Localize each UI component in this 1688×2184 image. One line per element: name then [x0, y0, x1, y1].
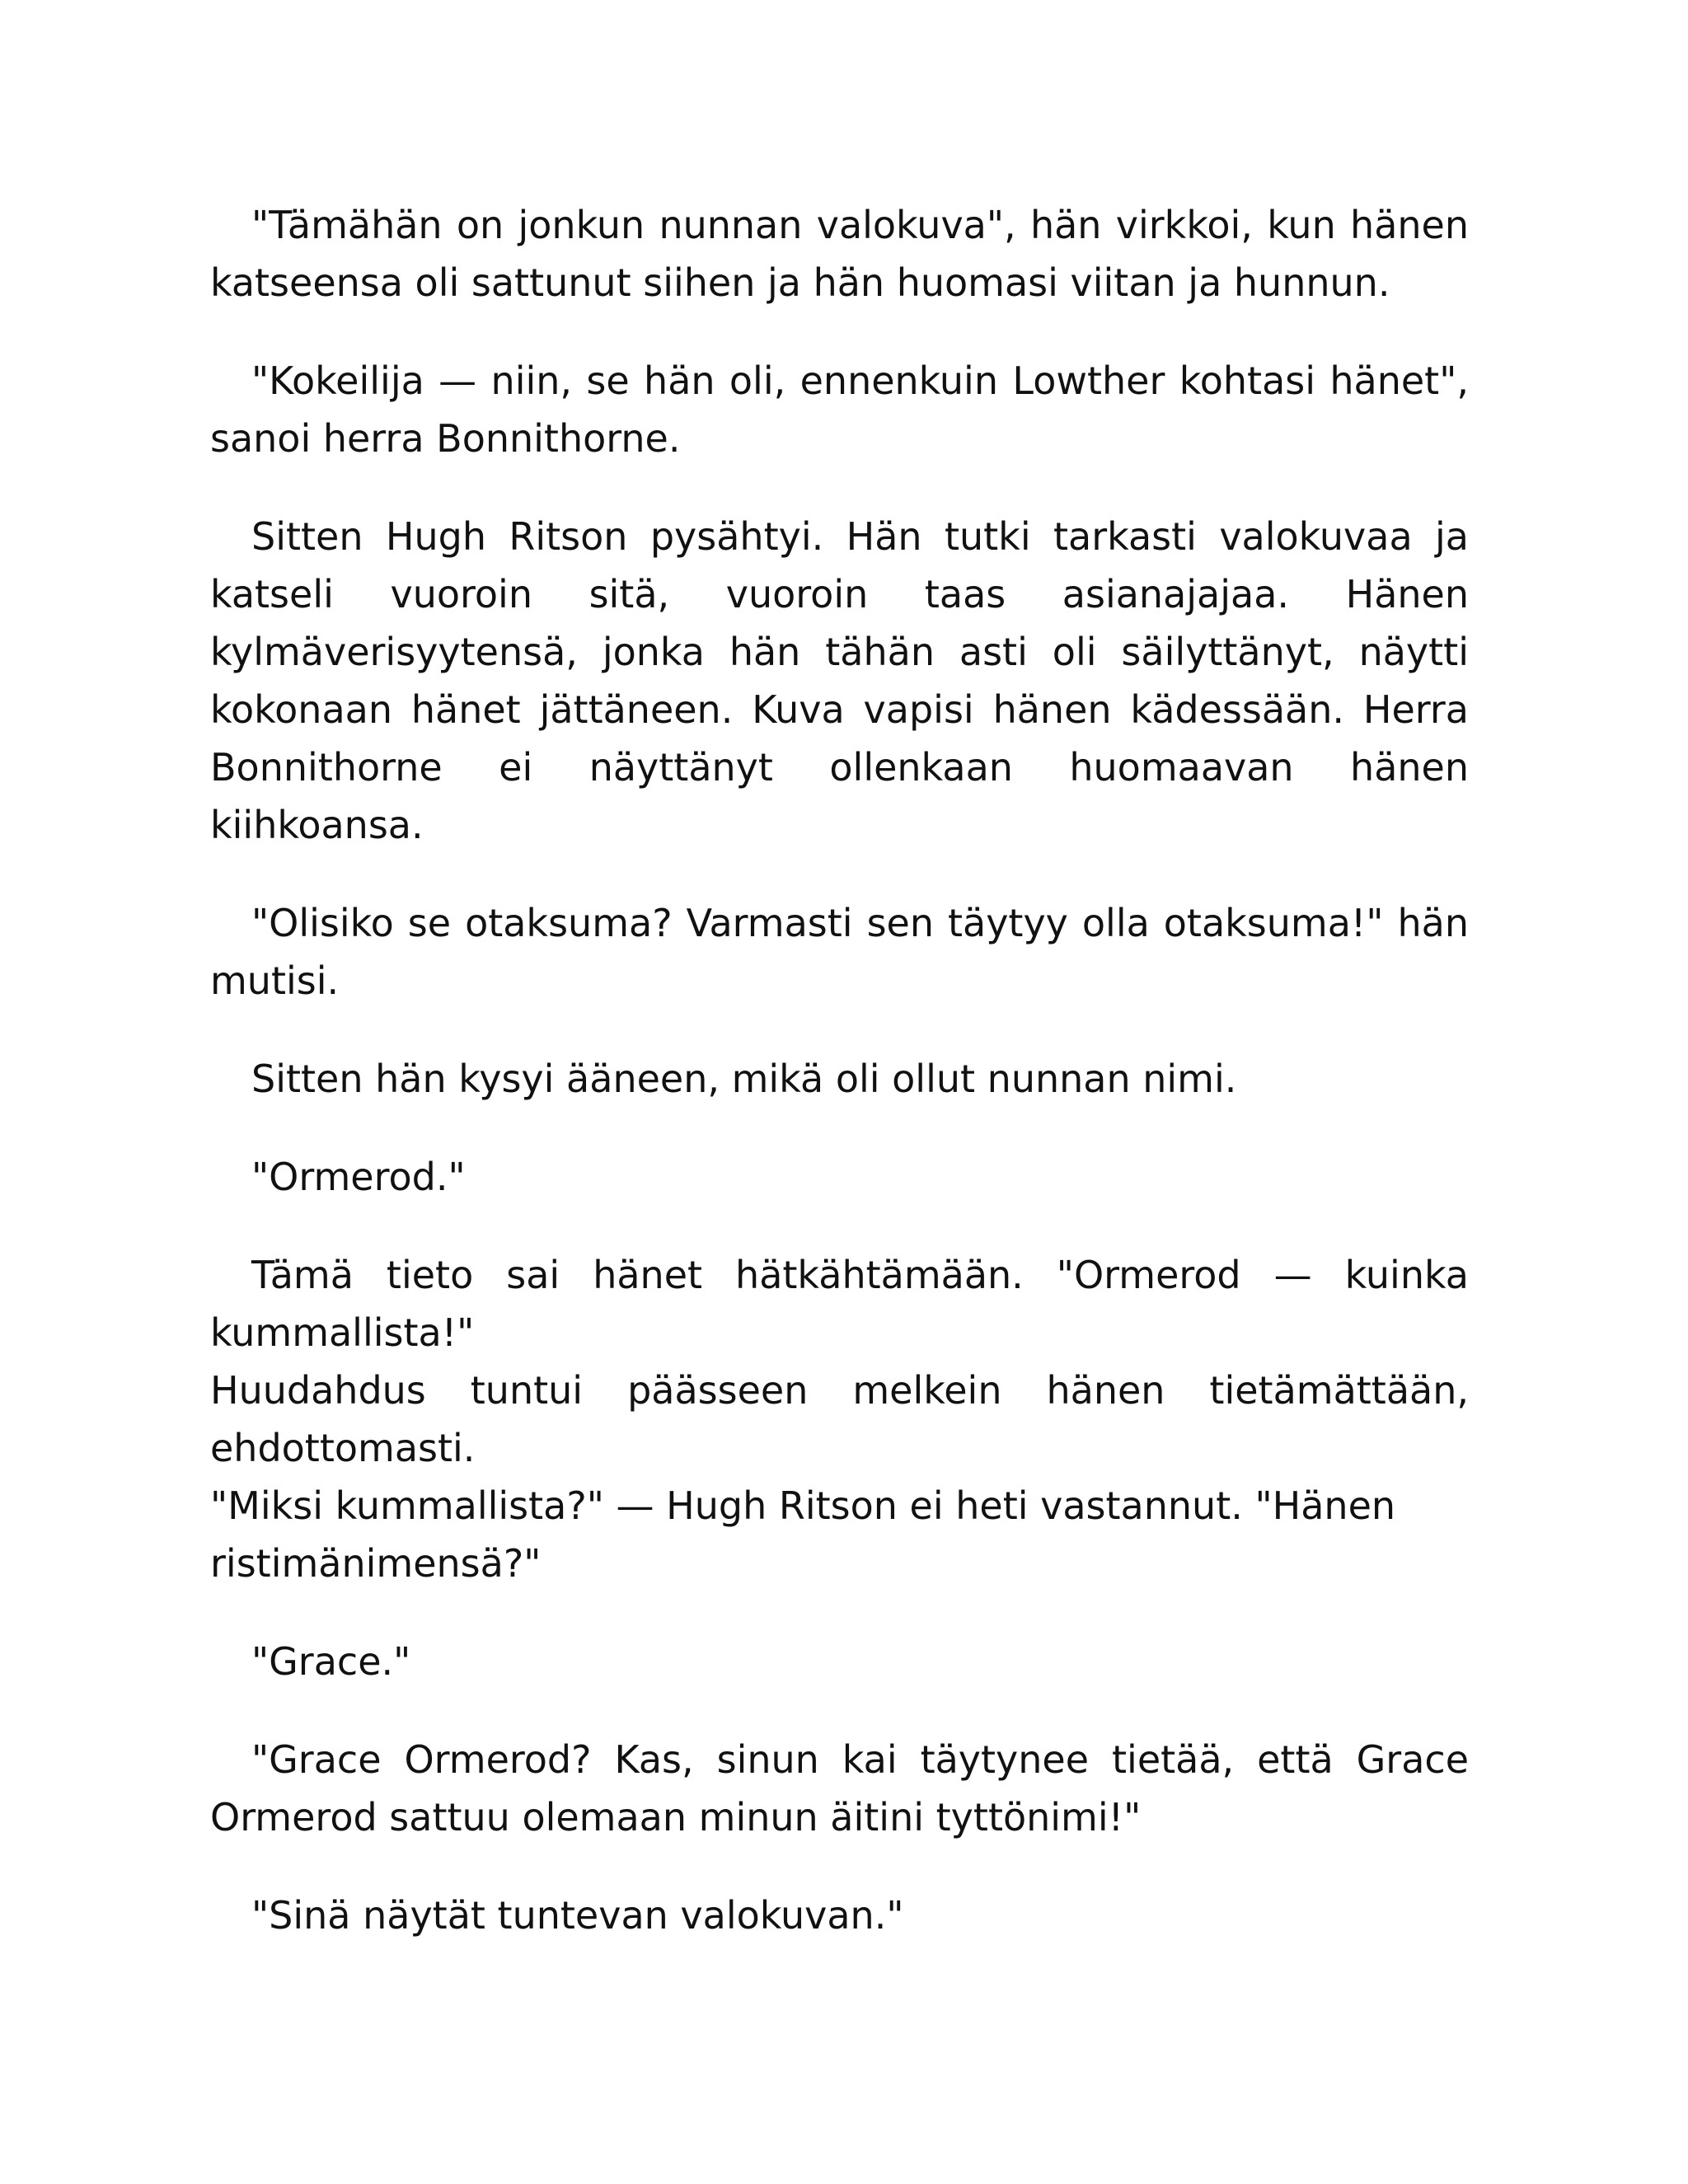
paragraph: "Kokeilija — niin, se hän oli, ennenkuin Lowther kohtasi hänet", sanoi herra Bonnithorne.	[210, 359, 1469, 461]
text-line: "Miksi kummallista?" — Hugh Ritson ei heti vastannut. "Hänen	[210, 1483, 1396, 1528]
paragraph: "Sinä näytät tuntevan valokuvan."	[251, 1893, 904, 1938]
text-line: ristimänimensä?"	[210, 1541, 542, 1586]
paragraph-group	[210, 1246, 1469, 1592]
paragraph: "Tämähän on jonkun nunnan valokuva", hän virkkoi, kun hänen katseensa oli sattunut siihen ja hän huomasi viitan ja hunnun.	[210, 203, 1469, 305]
paragraph: "Grace Ormerod? Kas, sinun kai täytynee tietää, että Grace Ormerod sattuu olemaan minun äitini tyttönimi!"	[210, 1737, 1469, 1840]
text-line: Huudahdus tuntui päässeen melkein hänen tietämättään,	[210, 1368, 1469, 1413]
text-line: kummallista!"	[210, 1310, 475, 1355]
text-line: Tämä tieto sai hänet hätkähtämään. "Ormerod — kuinka	[251, 1253, 1469, 1297]
paragraph: "Olisiko se otaksuma? Varmasti sen täytyy olla otaksuma!" hän mutisi.	[210, 901, 1469, 1003]
document-page	[210, 196, 1469, 1985]
text-line: ehdottomasti.	[210, 1426, 476, 1470]
paragraph: Sitten Hugh Ritson pysähtyi. Hän tutki tarkasti valokuvaa ja katseli vuoroin sitä, vuoroin taas asianajajaa. Hänen kylmäverisyytensä, jonka hän tähän asti oli säilyttänyt, näytti kokonaan hänet jättäneen. Kuva vapisi hänen kädessään. Herra Bonnithorne ei näyttänyt ollenkaan huomaavan hänen kiihkoansa.	[210, 514, 1469, 847]
paragraph: "Ormerod."	[251, 1155, 466, 1199]
paragraph: Sitten hän kysyi ääneen, mikä oli ollut nunnan nimi.	[251, 1057, 1237, 1101]
paragraph: "Grace."	[251, 1639, 411, 1684]
